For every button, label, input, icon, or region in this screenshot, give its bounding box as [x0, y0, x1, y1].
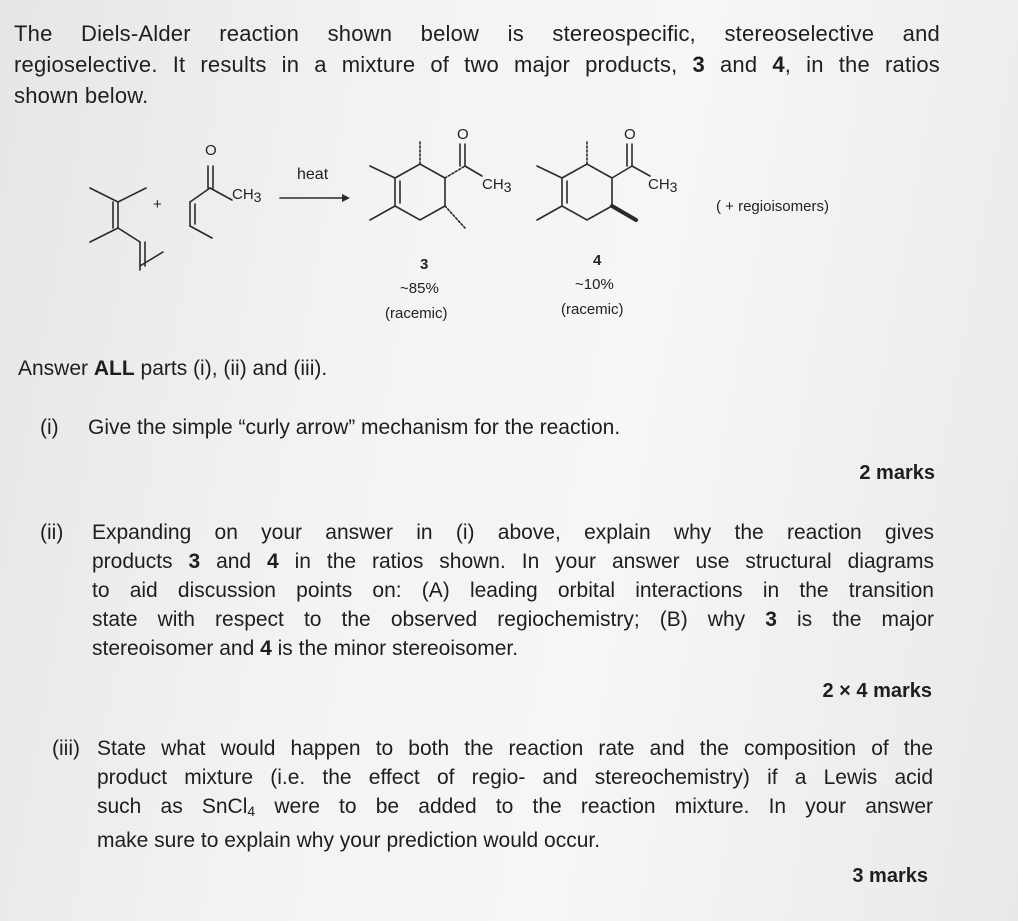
text-line: product mixture (i.e. the effect of regio- and stereochemistry) if a Lewis acid [97, 766, 933, 789]
subscript-3: 3 [253, 189, 262, 205]
text-line [97, 792, 933, 826]
dienophile-structure [190, 166, 232, 238]
compound-4-ref: 4 [772, 52, 785, 77]
text-run: and [200, 550, 268, 573]
instructions [18, 357, 327, 381]
text-line [92, 634, 934, 663]
product-3-yield: ~85% [400, 280, 439, 297]
product-4-note: (racemic) [561, 301, 624, 318]
methyl-label [232, 186, 261, 205]
compound-3-ref: 3 [692, 52, 705, 77]
intro-line-2 [14, 49, 940, 80]
question-text: Give the simple “curly arrow” mechanism for the reaction. [88, 416, 621, 439]
instructions-suffix: parts (i), (ii) and (iii). [134, 357, 328, 380]
subscript-4: 4 [247, 803, 256, 819]
ch-text: CH [648, 176, 670, 193]
text-run: products [92, 550, 189, 573]
text-run: is the minor stereoisomer. [271, 637, 519, 660]
product-4-structure [537, 140, 650, 220]
text-line [92, 547, 934, 576]
compound-3-ref: 3 [765, 608, 777, 631]
marks-i: 2 marks [859, 462, 935, 484]
compound-3-ref: 3 [188, 550, 201, 573]
text-run: stereoisomer and [92, 637, 261, 660]
text-line: Expanding on your answer in (i) above, explain why the reaction gives [92, 521, 934, 544]
methyl-label [482, 176, 511, 195]
product-3-structure [370, 140, 482, 228]
instructions-bold: ALL [93, 357, 135, 380]
product-4-label: 4 [593, 252, 602, 269]
question-text [97, 734, 933, 855]
compound-4-ref: 4 [267, 550, 279, 573]
product-3-label: 3 [420, 256, 429, 273]
product-3-note: (racemic) [385, 305, 448, 322]
reaction-scheme [0, 126, 1018, 340]
question-number: (iii) [52, 737, 80, 760]
question-text [92, 518, 934, 663]
text-run: such as SnCl [97, 795, 248, 818]
heat-label: heat [297, 166, 329, 183]
subscript-3: 3 [669, 179, 678, 195]
text-line: make sure to explain why your prediction would occur. [97, 829, 601, 852]
instructions-prefix: Answer [18, 357, 94, 380]
marks-iii: 3 marks [852, 865, 928, 887]
intro-text: and [704, 52, 773, 77]
text-run: were to be added to the reaction mixture. In your answer [255, 795, 934, 818]
intro-text: regioselective. It results in a mixture of two major products, [14, 52, 693, 77]
intro-paragraph [14, 18, 940, 111]
ch-text: CH [482, 176, 504, 193]
text-run: state with respect to the observed regiochemistry; (B) why [92, 608, 766, 631]
intro-text: , in the ratios [784, 52, 940, 77]
question-number: (ii) [40, 521, 64, 544]
intro-line-3: shown below. [14, 83, 149, 108]
intro-line-1: The Diels-Alder reaction shown below is stereospecific, stereoselective and [14, 21, 940, 46]
marks-ii: 2 × 4 marks [822, 680, 932, 702]
compound-4-ref: 4 [260, 637, 272, 660]
oxygen-label: O [205, 142, 217, 159]
regioisomers-note: ( + regioisomers) [716, 198, 829, 215]
methyl-label [648, 176, 677, 195]
oxygen-label: O [457, 126, 469, 143]
product-4-yield: ~10% [575, 276, 614, 293]
text-line: State what would happen to both the reaction rate and the composition of the [97, 737, 933, 760]
text-run: in the ratios shown. In your answer use structural diagrams [278, 550, 934, 573]
oxygen-label: O [624, 126, 636, 143]
ch-text: CH [232, 186, 254, 203]
text-run: is the major [776, 608, 934, 631]
text-line [92, 605, 934, 634]
question-number: (i) [40, 416, 59, 439]
plus-sign: + [153, 196, 162, 213]
subscript-3: 3 [503, 179, 512, 195]
text-line: to aid discussion points on: (A) leading orbital interactions in the transition [92, 579, 934, 602]
reaction-scheme-drawing [0, 130, 1018, 340]
